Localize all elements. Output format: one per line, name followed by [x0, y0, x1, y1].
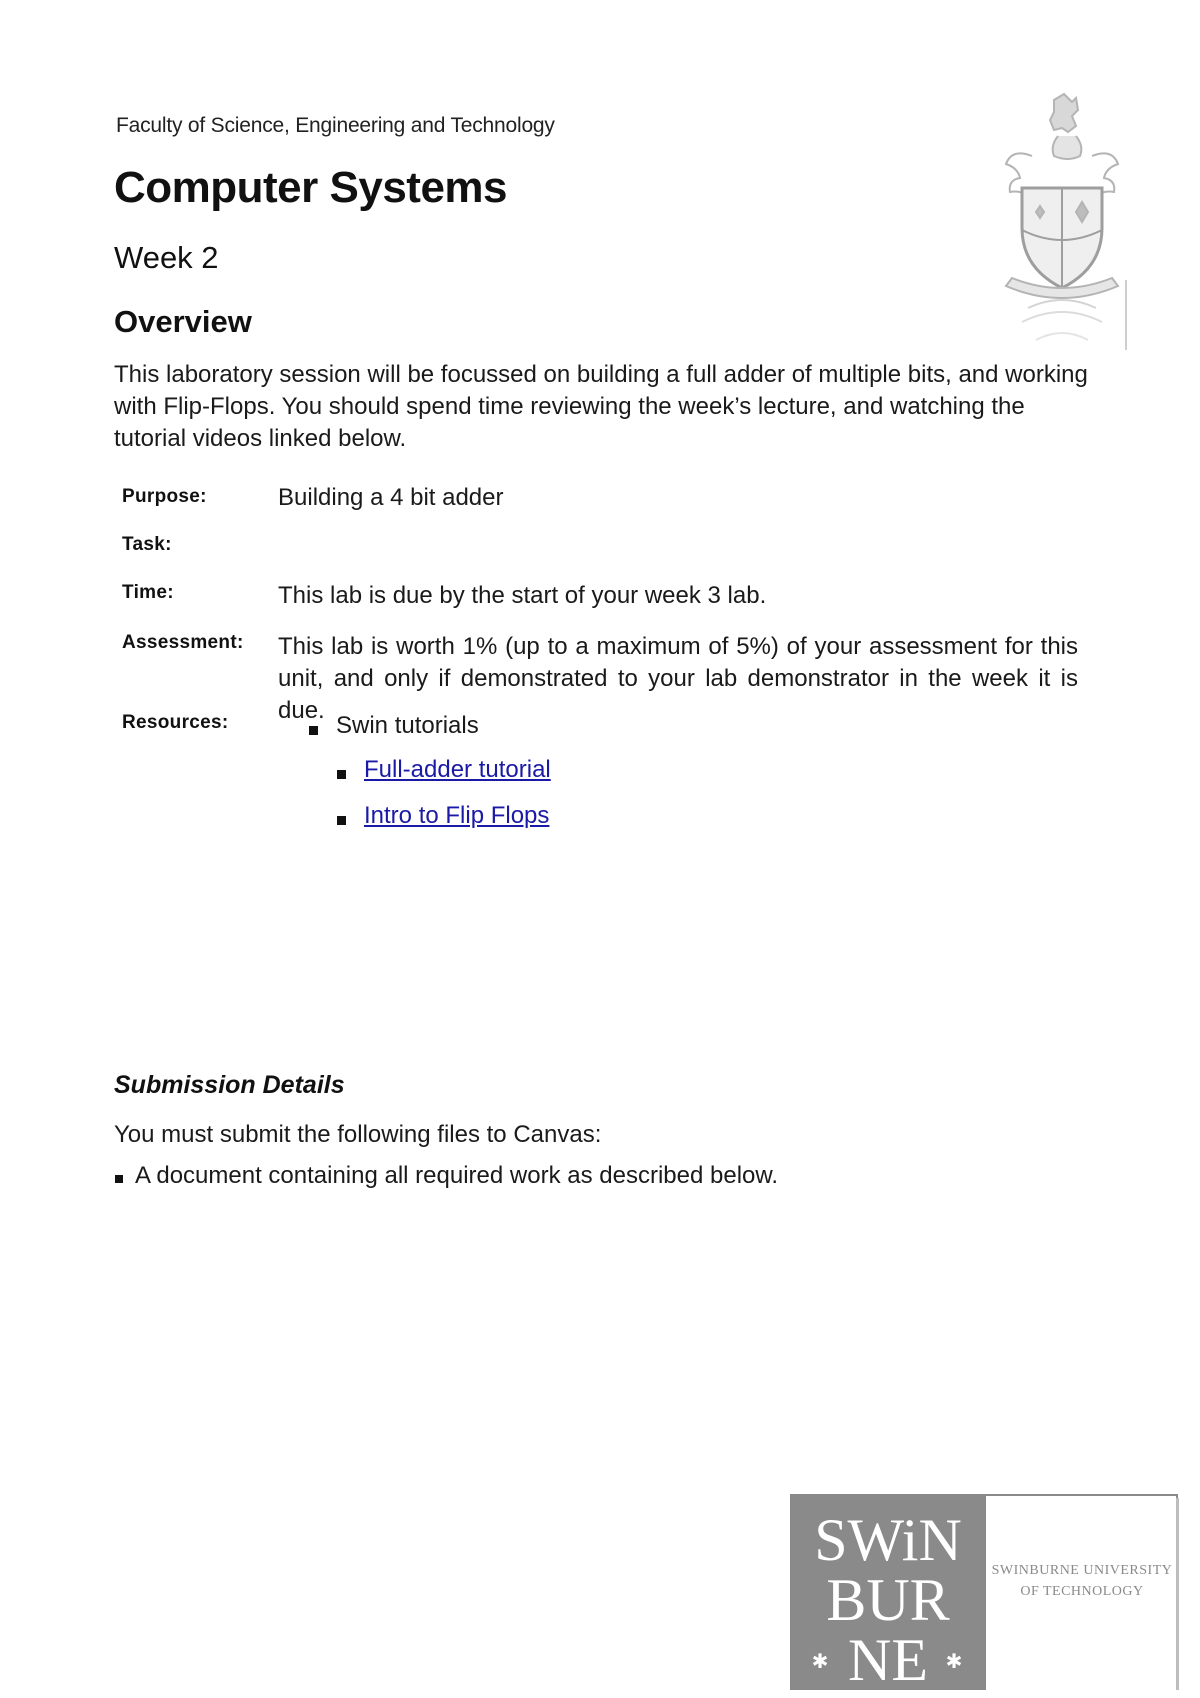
logo-mark — [790, 1494, 986, 1690]
submission-item: A document containing all required work as described below. — [135, 1162, 779, 1189]
bullet-icon — [115, 1175, 123, 1183]
bullet-icon — [309, 726, 318, 735]
time-label: Time: — [122, 582, 174, 603]
intro-flip-flops-link[interactable]: Intro to Flip Flops — [364, 802, 550, 829]
university-crest-icon — [992, 90, 1132, 360]
svg-text:✱: ✱ — [811, 1649, 829, 1673]
logo-university-name: SWINBURNE UNIVERSITY OF TECHNOLOGY — [991, 1563, 1173, 1599]
faculty-name: Faculty of Science, Engineering and Technology — [116, 114, 555, 137]
full-adder-tutorial-link[interactable]: Full-adder tutorial — [364, 756, 551, 783]
bullet-icon — [337, 816, 346, 825]
overview-text: This laboratory session will be focussed on building a full adder of multiple bits, and working with Flip-Flops. You should spend time reviewing the week’s lecture, and watching the tutorial videos linked below. — [114, 361, 1088, 452]
submission-heading: Submission Details — [114, 1071, 345, 1099]
purpose-value: Building a 4 bit adder — [278, 484, 504, 511]
assessment-value: This lab is worth 1% (up to a maximum of 5%) of your assessment for this unit, and only if demonstrated to your lab demonstrator in the week it is due. — [278, 633, 1078, 724]
resources-group-label: Swin tutorials — [336, 712, 479, 739]
logo-text-bur: BUR — [826, 1567, 950, 1633]
bullet-icon — [337, 770, 346, 779]
page-title: Computer Systems — [114, 163, 508, 212]
time-value: This lab is due by the start of your week 3 lab. — [278, 582, 767, 609]
week-subtitle: Week 2 — [114, 240, 219, 275]
overview-heading: Overview — [114, 304, 252, 339]
logo-text-swin: SWiN — [814, 1507, 962, 1573]
task-label: Task: — [122, 534, 172, 555]
swinburne-logo — [790, 1494, 1178, 1690]
assessment-label: Assessment: — [122, 632, 244, 653]
purpose-label: Purpose: — [122, 486, 207, 507]
resources-label: Resources: — [122, 712, 229, 733]
svg-text:✱: ✱ — [945, 1649, 963, 1673]
logo-text-ne: NE — [848, 1627, 928, 1690]
submission-text: You must submit the following files to Canvas: — [114, 1121, 602, 1148]
